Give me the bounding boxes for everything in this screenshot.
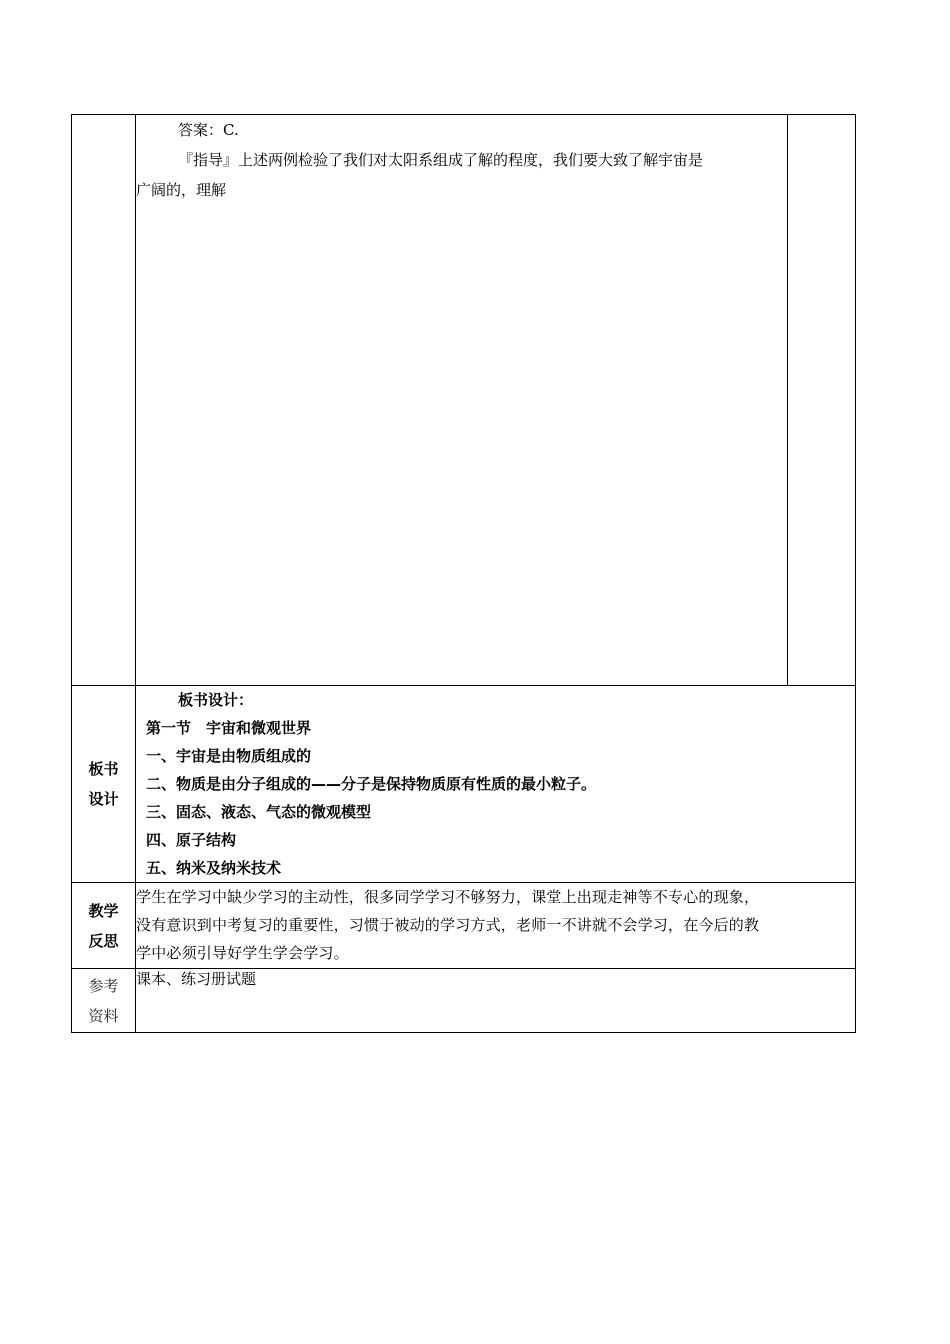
- reference-row: [72, 969, 856, 1033]
- reference-content: 课本、练习册试题: [136, 969, 856, 1033]
- guide-line-1: 『指导』上述两例检验了我们对太阳系组成了解的程度，我们要大致了解宇宙是: [178, 151, 704, 169]
- reflection-content: [136, 883, 856, 969]
- board-design-label: [72, 686, 136, 883]
- board-item: 四、原子结构: [146, 831, 237, 849]
- board-heading: 板书设计：: [178, 691, 254, 709]
- main-content-row: [72, 115, 856, 686]
- board-label-line-1: 板书: [88, 760, 119, 778]
- board-section-title: 第一节 宇宙和微观世界: [146, 719, 312, 737]
- lesson-plan-table: [71, 114, 856, 1033]
- reflection-line-1: 学生在学习中缺少学习的主动性，很多同学学习不够努力，课堂上出现走神等不专心的现象，: [136, 888, 760, 906]
- main-content-cell: [136, 115, 788, 686]
- board-design-content: [136, 686, 856, 883]
- reference-label: [72, 969, 136, 1033]
- main-label-cell: [72, 115, 136, 686]
- board-item: 三、固态、液态、气态的微观模型: [146, 803, 372, 821]
- reflection-line-2: 没有意识到中考复习的重要性，习惯于被动的学习方式，老师一不讲就不会学习，在今后的教: [136, 916, 760, 934]
- reference-label-line-2: 资料: [88, 1006, 119, 1025]
- answer-line: 答案：C.: [178, 121, 239, 139]
- reflection-label-line-2: 反思: [88, 931, 119, 950]
- reference-label-line-1: 参考: [88, 976, 119, 995]
- board-item: 二、物质是由分子组成的——分子是保持物质原有性质的最小粒子。: [146, 775, 597, 793]
- board-item: 五、纳米及纳米技术: [146, 859, 282, 877]
- board-design-row: [72, 686, 856, 883]
- main-notes-cell: [788, 115, 856, 686]
- reflection-row: [72, 883, 856, 969]
- board-label-line-2: 设计: [88, 790, 119, 808]
- reflection-label: [72, 883, 136, 969]
- reflection-line-3: 学中必须引导好学生学会学习。: [136, 944, 349, 962]
- reflection-label-line-1: 教学: [88, 901, 119, 920]
- guide-line-2: 广阔的，理解: [136, 181, 227, 199]
- board-item: 一、宇宙是由物质组成的: [146, 747, 312, 765]
